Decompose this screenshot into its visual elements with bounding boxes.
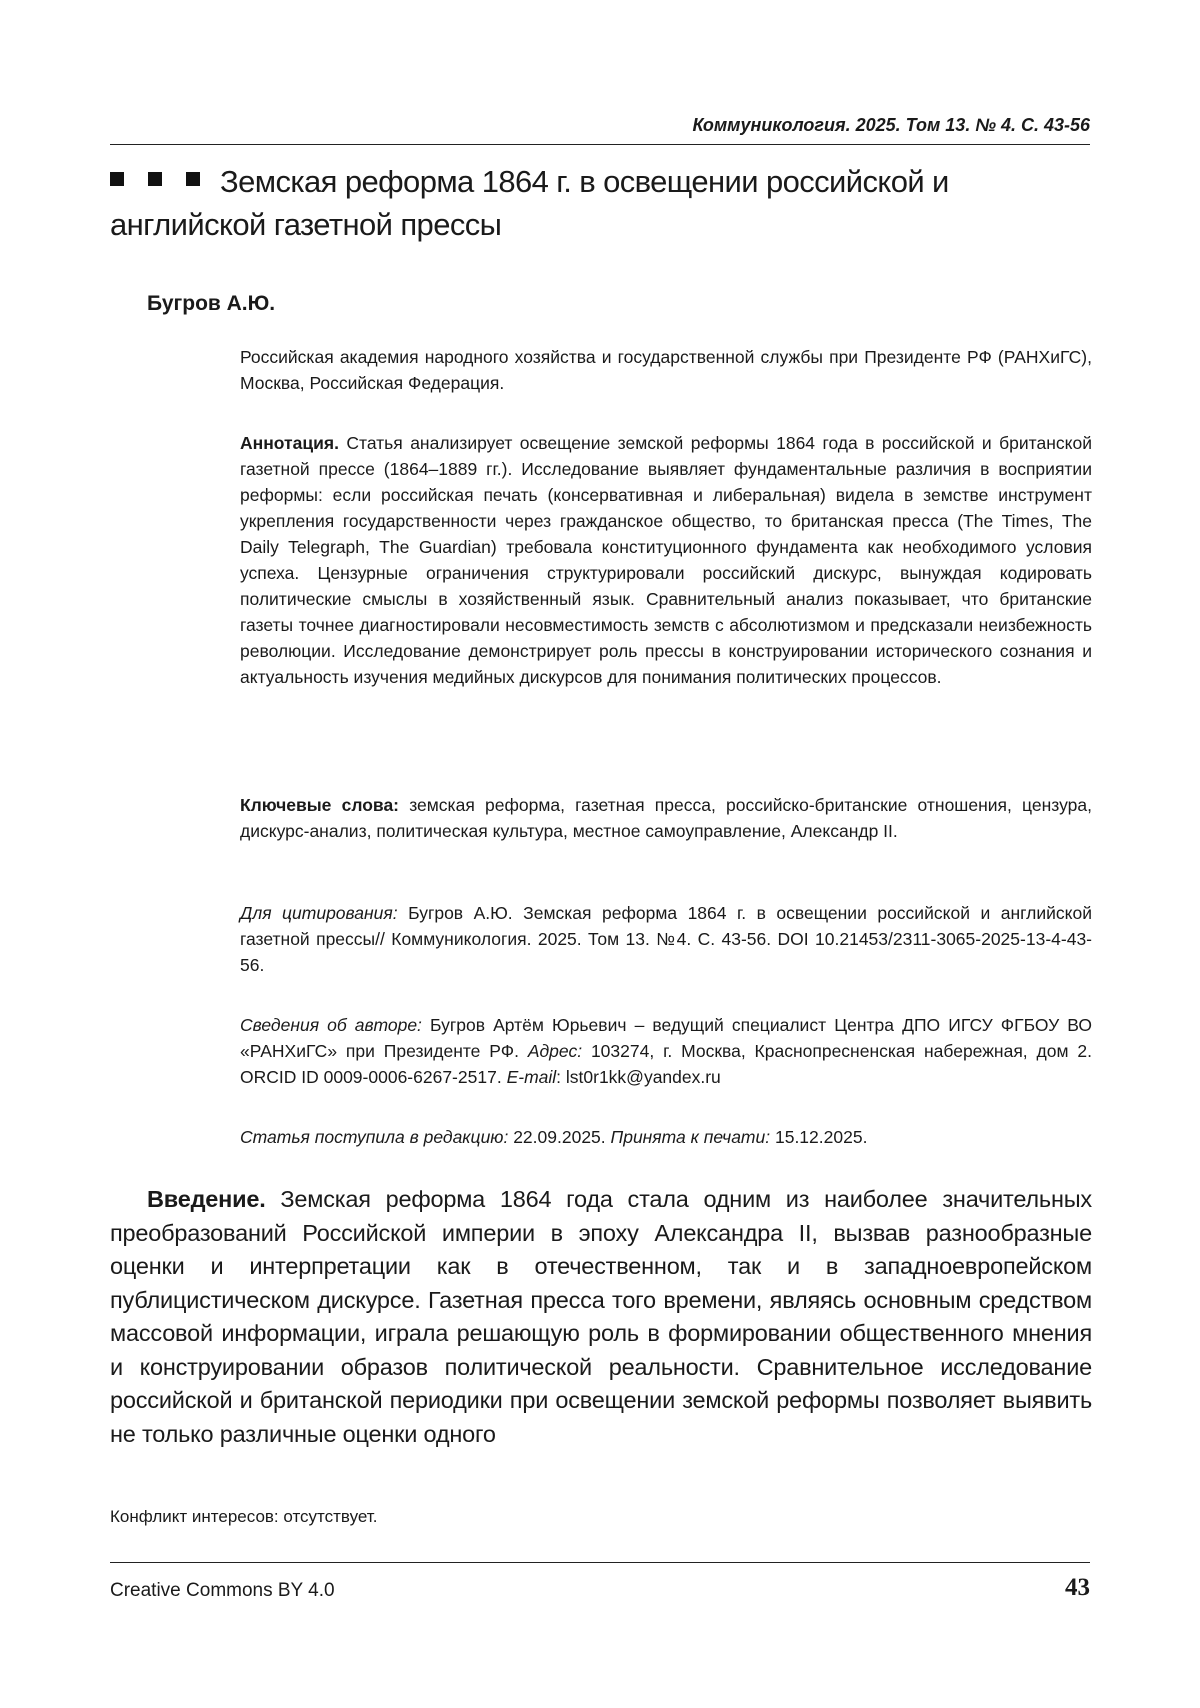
author-name: Бугров А.Ю. xyxy=(147,292,276,315)
abstract-label: Аннотация. xyxy=(240,433,339,453)
citation-label: Для цитирования: xyxy=(240,903,398,923)
intro-paragraph xyxy=(110,1183,1092,1451)
abstract xyxy=(240,430,1092,690)
keywords-text: земская реформа, газетная пресса, российско-британские отношения, цензура, дискурс-анализ, политическая культура, местное самоуправление, Александр II. xyxy=(240,795,1092,841)
author-info-label: Сведения об авторе: xyxy=(240,1015,422,1035)
affiliation xyxy=(240,344,1092,396)
square-bullet-icon xyxy=(110,172,124,186)
citation-text: Бугров А.Ю. Земская реформа 1864 г. в освещении российской и английской газетной прессы// Коммуникология. 2025. Том 13. №4. С. 43-56. DOI 10.21453/2311-3065-2025-13-4-43-56. xyxy=(240,903,1092,975)
received-label: Статья поступила в редакцию: xyxy=(240,1127,509,1147)
email-label: E-mail xyxy=(506,1067,557,1087)
square-bullet-icon xyxy=(186,172,200,186)
abstract-text: Статья анализирует освещение земской реформы 1864 года в российской и британской газетной прессе (1864–1889 гг.). Исследование выявляет фундаментальные различия в восприятии реформы: если российская печать (консервативная и либеральная) видела в земстве инструмент укрепления государственности через гражданское общество, то британская пресса (The Times, The Daily Telegraph, The Guardian) требовала конституционного фундамента как необходимого условия успеха. Цензурные ограничения структурировали российский дискурс, вынуждая кодировать политические смыслы в хозяйственный язык. Сравнительный анализ показывает, что британские газеты точнее диагностировали несовместимость земств с абсолютизмом и предсказали неизбежность революции. Исследование демонстрирует роль прессы в конструировании исторического сознания и актуальность изучения медийных дискурсов для понимания политических процессов. xyxy=(240,433,1092,687)
author-info-text: Бугров Артём Юрьевич – ведущий специалист Центра ДПО ИГСУ ФГБОУ ВО «РАНХиГС» при Президенте РФ. xyxy=(240,1015,1092,1061)
affiliation-text: Российская академия народного хозяйства и государственной службы при Президенте РФ (РАНХиГС), Москва, Российская Федерация. xyxy=(240,347,1092,393)
article-title xyxy=(110,160,1090,246)
accepted-date: 15.12.2025. xyxy=(774,1127,868,1147)
submission-dates xyxy=(240,1124,1092,1150)
license-text: Creative Commons BY 4.0 xyxy=(110,1580,335,1601)
author-info xyxy=(240,1012,1092,1090)
address-text: 103274, г. Москва, Краснопресненская набережная, дом 2. ORCID ID 0009-0006-6267-2517. xyxy=(240,1041,1092,1087)
page-number: 43 xyxy=(1065,1574,1090,1601)
keywords-label: Ключевые слова: xyxy=(240,795,400,815)
accepted-label: Принята к печати: xyxy=(610,1127,771,1147)
running-head: Коммуникология. 2025. Том 13. № 4. С. 43-56 xyxy=(110,115,1090,145)
conflict-of-interest: Конфликт интересов: отсутствует. xyxy=(110,1507,378,1526)
intro-text: Земская реформа 1864 года стала одним из наиболее значительных преобразований Российской империи в эпоху Александра II, вызвав разнообразные оценки и интерпретации как в отечественном, так и в западноевропейском публицистическом дискурсе. Газетная пресса того времени, являясь основным средством массовой информации, играла решающую роль в формировании общественного мнения и конструировании образов политической реальности. Сравнительное исследование российской и британской периодики при освещении земской реформы позволяет выявить не только различные оценки одного xyxy=(110,1186,1092,1447)
citation xyxy=(240,900,1092,978)
article-title-text: Земская реформа 1864 г. в освещении российской и английской газетной прессы xyxy=(110,164,949,242)
intro-label: Введение. xyxy=(147,1186,266,1212)
received-date: 22.09.2025. xyxy=(513,1127,606,1147)
email-text: : lst0r1kk@yandex.ru xyxy=(556,1067,721,1087)
address-label: Адрес: xyxy=(527,1041,583,1061)
square-bullet-icon xyxy=(148,172,162,186)
main-body xyxy=(110,1183,1092,1451)
keywords xyxy=(240,792,1092,844)
footer-divider xyxy=(110,1562,1090,1563)
